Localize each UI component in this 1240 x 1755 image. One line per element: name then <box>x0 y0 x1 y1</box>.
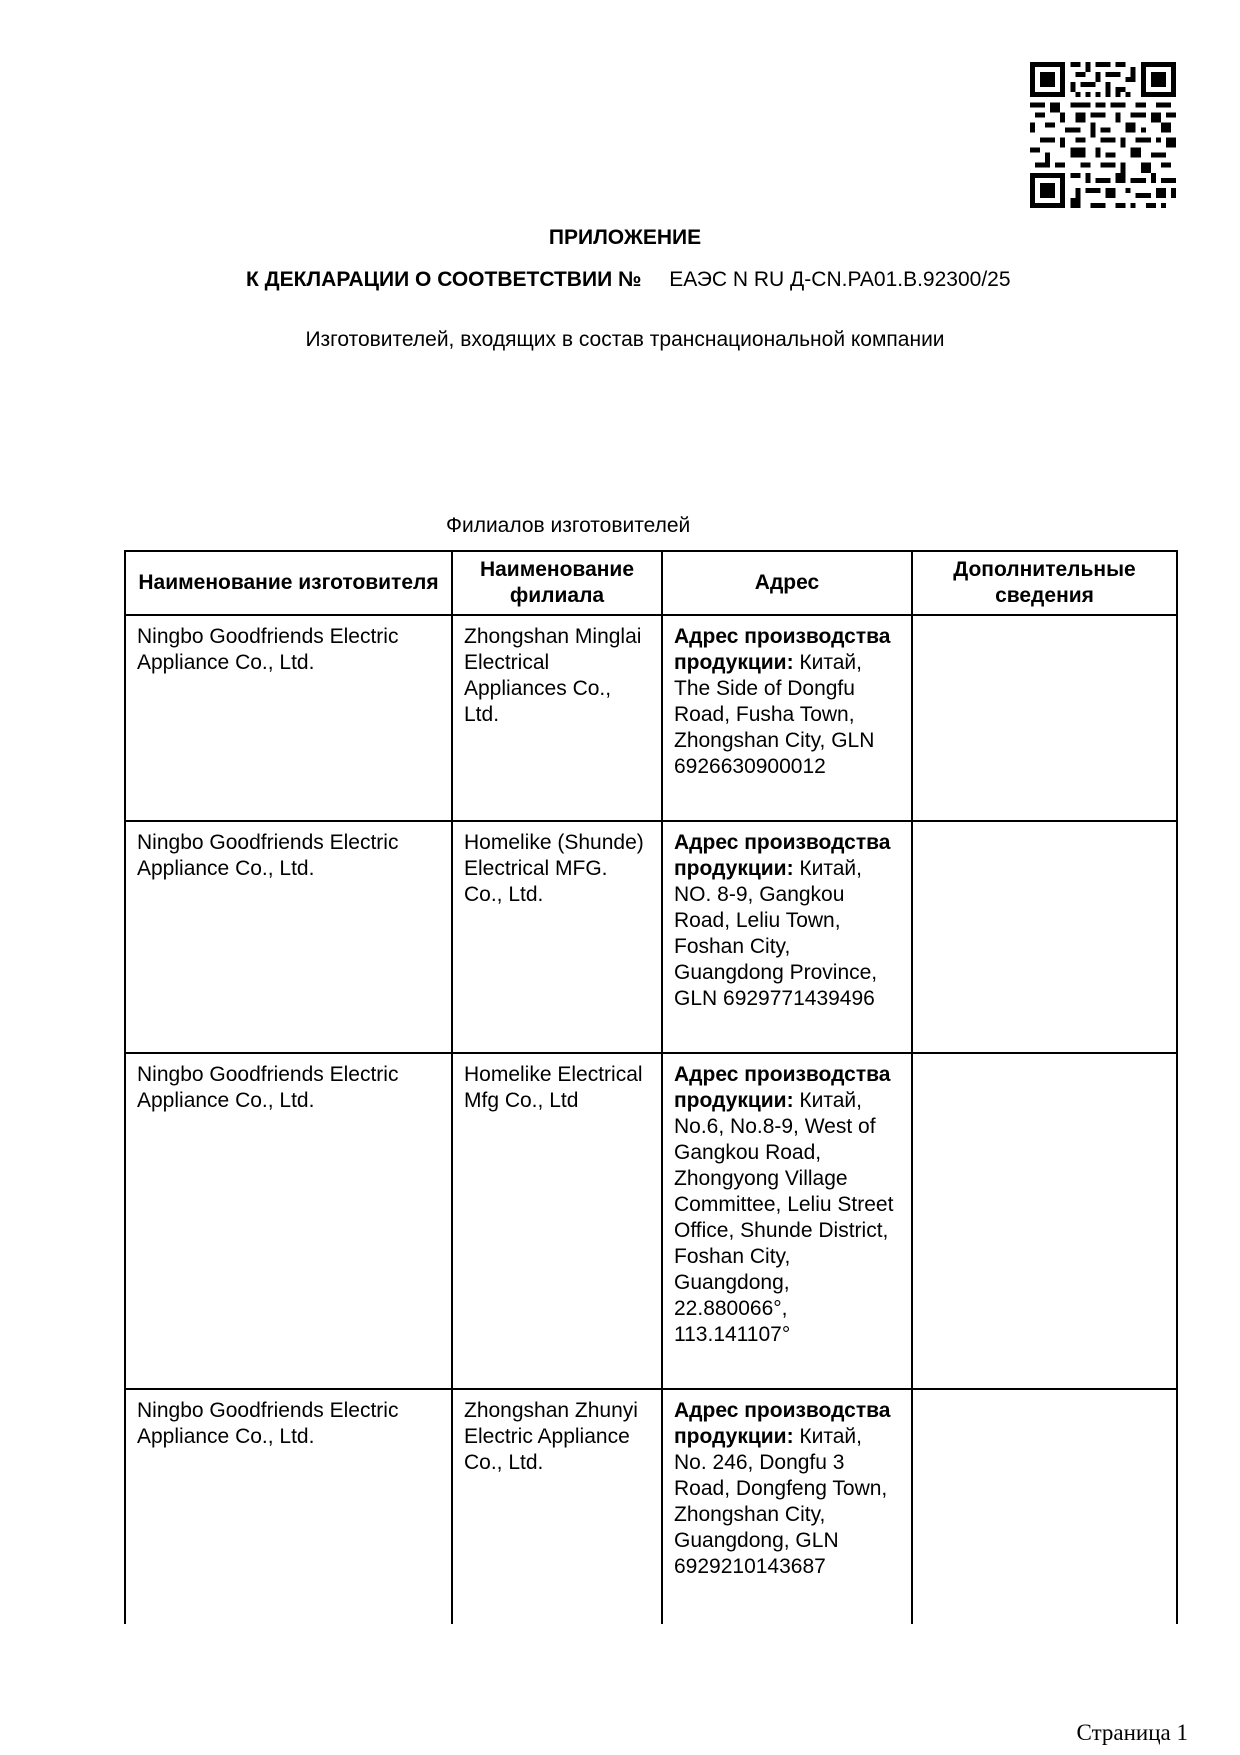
extra-cell <box>912 1389 1177 1624</box>
page-title: ПРИЛОЖЕНИЕ <box>548 226 702 249</box>
manufacturer-cell: Ningbo Goodfriends Electric Appliance Co., Ltd. <box>125 1053 452 1389</box>
address-text: Китай, NO. 8-9, Gangkou Road, Leliu Town, Foshan City, Guangdong Province, GLN 6929771439496 <box>674 857 878 1010</box>
address-text: Китай, No. 246, Dongfu 3 Road, Dongfeng Town, Zhongshan City, Guangdong, GLN 6929210143687 <box>674 1425 888 1578</box>
branch-cell: Homelike Electrical Mfg Co., Ltd <box>452 1053 662 1389</box>
extra-cell <box>912 615 1177 821</box>
branch-cell: Homelike (Shunde) Electrical MFG. Co., Ltd. <box>452 821 662 1053</box>
address-prefix: Адрес производства продукции: <box>674 625 891 674</box>
column-header-branch: Наименование филиала <box>452 551 662 615</box>
declaration-line <box>246 268 1011 292</box>
address-prefix: Адрес производства продукции: <box>674 1063 891 1112</box>
branches-table <box>124 550 1178 1624</box>
manufacturer-cell: Ningbo Goodfriends Electric Appliance Co., Ltd. <box>125 615 452 821</box>
table-row <box>125 615 1177 821</box>
qr-code-icon <box>1030 62 1176 208</box>
manufacturer-cell: Ningbo Goodfriends Electric Appliance Co., Ltd. <box>125 1389 452 1624</box>
table-row <box>125 1389 1177 1624</box>
column-header-address: Адрес <box>662 551 912 615</box>
manufacturer-cell: Ningbo Goodfriends Electric Appliance Co., Ltd. <box>125 821 452 1053</box>
declaration-label: К ДЕКЛАРАЦИИ О СООТВЕТСТВИИ № <box>246 268 642 291</box>
page-number: Страница 1 <box>1076 1720 1188 1745</box>
table-caption: Филиалов изготовителей <box>446 514 691 537</box>
address-cell <box>662 615 912 821</box>
address-cell <box>662 821 912 1053</box>
table-row <box>125 821 1177 1053</box>
extra-cell <box>912 821 1177 1053</box>
address-text: Китай, The Side of Dongfu Road, Fusha Town, Zhongshan City, GLN 6926630900012 <box>674 651 875 778</box>
table-header-row <box>125 551 1177 615</box>
branch-cell: Zhongshan Zhunyi Electric Appliance Co., Ltd. <box>452 1389 662 1624</box>
table-row <box>125 1053 1177 1389</box>
branch-cell: Zhongshan Minglai Electrical Appliances Co., Ltd. <box>452 615 662 821</box>
document-subtitle: Изготовителей, входящих в состав транснациональной компании <box>305 328 945 351</box>
declaration-number: ЕАЭС N RU Д-CN.PA01.B.92300/25 <box>669 268 1011 291</box>
address-cell <box>662 1389 912 1624</box>
address-prefix: Адрес производства продукции: <box>674 1399 891 1448</box>
extra-cell <box>912 1053 1177 1389</box>
address-text: Китай, No.6, No.8-9, West of Gangkou Road, Zhongyong Village Committee, Leliu Street Office, Shunde District, Foshan City, Guangdong, 22.880066°, 113.141107° <box>674 1089 894 1346</box>
address-prefix: Адрес производства продукции: <box>674 831 891 880</box>
column-header-extra: Дополнительные сведения <box>912 551 1177 615</box>
address-cell <box>662 1053 912 1389</box>
column-header-manufacturer: Наименование изготовителя <box>125 551 452 615</box>
